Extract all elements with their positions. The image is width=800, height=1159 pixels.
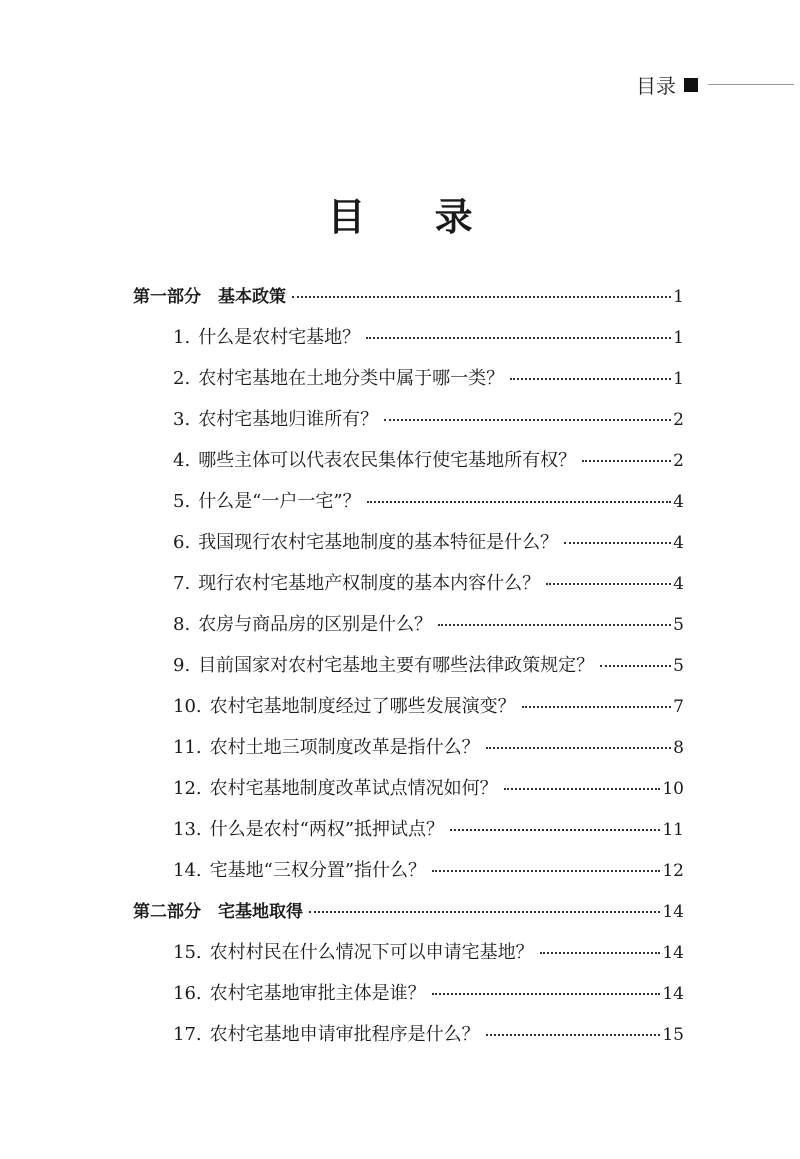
toc-entry[interactable]	[173, 323, 684, 355]
toc-entry-number: 16.	[173, 983, 202, 1004]
dot-leader	[522, 705, 672, 708]
toc-entry-text: 我国现行农村宅基地制度的基本特征是什么？	[198, 532, 559, 553]
toc-entry-text: 哪些主体可以代表农民集体行使宅基地所有权？	[198, 450, 577, 471]
dot-leader	[367, 500, 672, 503]
toc-entry-text: 什么是农村“两权”抵押试点？	[209, 819, 445, 840]
toc-entry-text: 什么是“一户一宅”？	[198, 491, 361, 512]
dot-leader	[510, 377, 671, 380]
toc-entry-number: 15.	[173, 942, 202, 963]
dot-leader	[432, 992, 661, 995]
toc-entry[interactable]	[173, 446, 684, 478]
toc-part-label: 第一部分 基本政策	[133, 287, 286, 307]
toc-entry-number: 14.	[173, 860, 202, 881]
dot-leader	[450, 828, 660, 831]
toc-page-number: 1	[673, 287, 684, 307]
toc-entry-text: 农村村民在什么情况下可以申请宅基地？	[209, 942, 534, 963]
dot-leader	[438, 623, 671, 626]
dot-leader	[432, 869, 660, 872]
toc-entry-text: 农村宅基地在土地分类中属于哪一类？	[198, 368, 505, 389]
toc-page-number: 2	[673, 451, 684, 471]
toc-entry[interactable]	[173, 610, 684, 642]
toc-entry-text: 农村宅基地审批主体是谁？	[209, 983, 426, 1004]
toc-page-number: 11	[662, 820, 684, 840]
toc-entry-text: 农村宅基地申请审批程序是什么？	[209, 1024, 480, 1045]
toc-entry-number: 7.	[173, 573, 191, 594]
toc-entry-number: 3.	[173, 409, 191, 430]
dot-leader	[600, 664, 671, 667]
black-square-icon	[684, 78, 698, 92]
toc-entry-number: 12.	[173, 778, 202, 799]
toc-page-number: 14	[662, 902, 684, 922]
toc-entry[interactable]	[173, 774, 684, 806]
toc-entry-number: 10.	[173, 696, 202, 717]
toc-entry[interactable]	[173, 1020, 684, 1052]
dot-leader	[546, 582, 671, 585]
page-title: 目 录	[327, 195, 501, 239]
toc-entry[interactable]	[173, 692, 684, 724]
dot-leader	[366, 336, 671, 339]
toc-page-number: 4	[673, 574, 684, 594]
dot-leader	[292, 295, 671, 298]
toc-entry-number: 2.	[173, 368, 191, 389]
toc-entry-text: 农村土地三项制度改革是指什么？	[209, 737, 480, 758]
toc-entry-number: 8.	[173, 614, 191, 635]
toc-page-number: 15	[662, 1025, 684, 1045]
toc-page-number: 1	[673, 369, 684, 389]
toc-entry-number: 6.	[173, 532, 191, 553]
toc-entry-number: 5.	[173, 491, 191, 512]
dot-leader	[486, 746, 672, 749]
toc-page-number: 4	[673, 533, 684, 553]
dot-leader	[540, 951, 661, 954]
toc-entry-text: 现行农村宅基地产权制度的基本内容什么？	[198, 573, 541, 594]
toc-entry-text: 农村宅基地归谁所有？	[198, 409, 379, 430]
toc-page-number: 7	[673, 697, 684, 717]
toc-page-number: 2	[673, 410, 684, 430]
toc-part-label: 第二部分 宅基地取得	[133, 902, 303, 922]
toc-entry[interactable]	[173, 528, 684, 560]
dot-leader	[384, 418, 671, 421]
running-header-title: 目录	[636, 74, 676, 98]
toc-page-number: 12	[662, 861, 684, 881]
toc-entry[interactable]	[173, 733, 684, 765]
toc-entry-number: 13.	[173, 819, 202, 840]
toc-entry-text: 目前国家对农村宅基地主要有哪些法律政策规定？	[198, 655, 595, 676]
toc-entry[interactable]	[173, 405, 684, 437]
toc-page-number: 10	[662, 779, 684, 799]
running-header	[636, 70, 794, 99]
dot-leader	[309, 910, 660, 913]
toc-entry[interactable]	[173, 364, 684, 396]
toc-page-number: 5	[673, 656, 684, 676]
toc-entry-number: 17.	[173, 1024, 202, 1045]
toc-page-number: 14	[662, 984, 684, 1004]
toc-page-number: 5	[673, 615, 684, 635]
toc-entry-text: 什么是农村宅基地？	[198, 327, 361, 348]
toc-entry-text: 宅基地“三权分置”指什么？	[209, 860, 427, 881]
toc-entry-number: 9.	[173, 655, 191, 676]
toc-entry[interactable]	[173, 938, 684, 970]
toc-entry[interactable]	[173, 815, 684, 847]
toc-entry[interactable]	[173, 651, 684, 683]
toc-page-number: 1	[673, 328, 684, 348]
dot-leader	[504, 787, 661, 790]
toc-part-heading[interactable]	[133, 897, 684, 929]
toc-entry[interactable]	[173, 979, 684, 1011]
toc-entry[interactable]	[173, 487, 684, 519]
toc-page-number: 4	[673, 492, 684, 512]
toc-entry-number: 1.	[173, 327, 191, 348]
toc-entry[interactable]	[173, 569, 684, 601]
toc-entry-number: 4.	[173, 450, 191, 471]
toc-entry-text: 农村宅基地制度经过了哪些发展演变？	[209, 696, 516, 717]
dot-leader	[486, 1033, 661, 1036]
toc-entry[interactable]	[173, 856, 684, 888]
toc-part-heading[interactable]	[133, 282, 684, 314]
toc-entry-text: 农村宅基地制度改革试点情况如何？	[209, 778, 498, 799]
dot-leader	[582, 459, 671, 462]
toc-page-number: 14	[662, 943, 684, 963]
header-rule	[708, 84, 794, 85]
toc-entry-number: 11.	[173, 737, 202, 758]
toc-entry-text: 农房与商品房的区别是什么？	[198, 614, 433, 635]
toc-page-number: 8	[673, 738, 684, 758]
dot-leader	[564, 541, 671, 544]
